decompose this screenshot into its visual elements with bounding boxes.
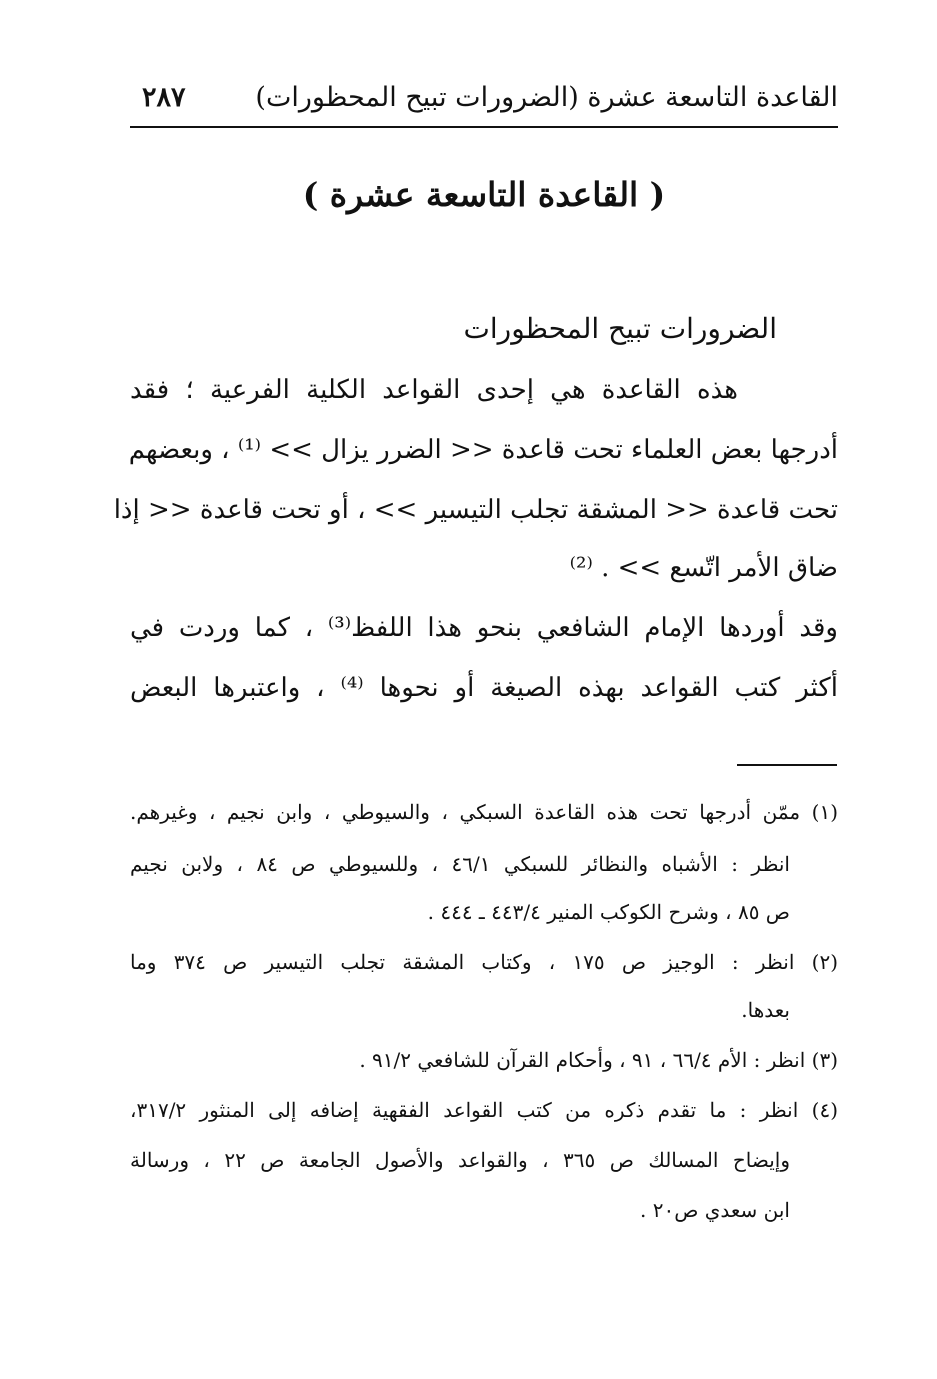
rule-title: الضرورات تبيح المحظورات xyxy=(463,312,777,345)
footnote-line: (٣) انظر : الأم ٦٦/٤ ، ٩١ ، وأحكام القرآن للشافعي ٩١/٢ . xyxy=(359,1048,838,1072)
footnote-line: وإيضاح المسالك ص ٣٦٥ ، والقواعد والأصول الجامعة ص ٢٢ ، ورسالة xyxy=(130,1148,791,1172)
header-divider xyxy=(130,126,838,128)
footnote-line: انظر : الأشباه والنظائر للسبكي ٤٦/١ ، وللسيوطي ص ٨٤ ، ولابن نجيم xyxy=(130,852,790,876)
body-line: أكثر كتب القواعد بهذه الصيغة أو نحوها ⁽⁴⁾ ، واعتبرها البعض xyxy=(130,673,839,703)
footnote-line: بعدها. xyxy=(741,998,790,1022)
body-line: هذه القاعدة هي إحدى القواعد الكلية الفرعية ؛ فقد xyxy=(130,375,738,405)
footnote-line: (٢) انظر : الوجيز ص ١٧٥ ، وكتاب المشقة تجلب التيسير ص ٣٧٤ وما xyxy=(130,950,838,974)
page-number: ٢٨٧ xyxy=(142,82,186,113)
footnote-line: ص ٨٥ ، وشرح الكوكب المنير ٤٤٣/٤ ـ ٤٤٤ . xyxy=(427,900,790,924)
body-line: تحت قاعدة << المشقة تجلب التيسير >> ، أو تحت قاعدة << إذا xyxy=(113,495,838,525)
footnote-line: (٤) انظر : ما تقدم ذكره من كتب القواعد الفقهية إضافه إلى المنثور ٣١٧/٢، xyxy=(130,1098,838,1122)
footnote-divider xyxy=(737,764,837,766)
body-line: أدرجها بعض العلماء تحت قاعدة << الضرر يزال >> ⁽¹⁾ ، وبعضهم xyxy=(128,435,838,465)
chapter-heading: ( القاعدة التاسعة عشرة ) xyxy=(302,175,666,214)
body-line: ضاق الأمر اتّسع >> . ⁽²⁾ xyxy=(569,553,838,583)
body-line: وقد أوردها الإمام الشافعي بنحو هذا اللفظ⁽³⁾ ، كما وردت في xyxy=(130,613,838,643)
header-title: القاعدة التاسعة عشرة (الضرورات تبيح المحظورات) xyxy=(255,82,838,113)
footnote-line: ابن سعدي ص٢٠ . xyxy=(639,1198,790,1222)
footnote-line: (١) ممّن أدرجها تحت هذه القاعدة السبكي ، والسيوطي ، وابن نجيم ، وغيرهم. xyxy=(130,800,838,824)
running-header xyxy=(130,78,838,126)
